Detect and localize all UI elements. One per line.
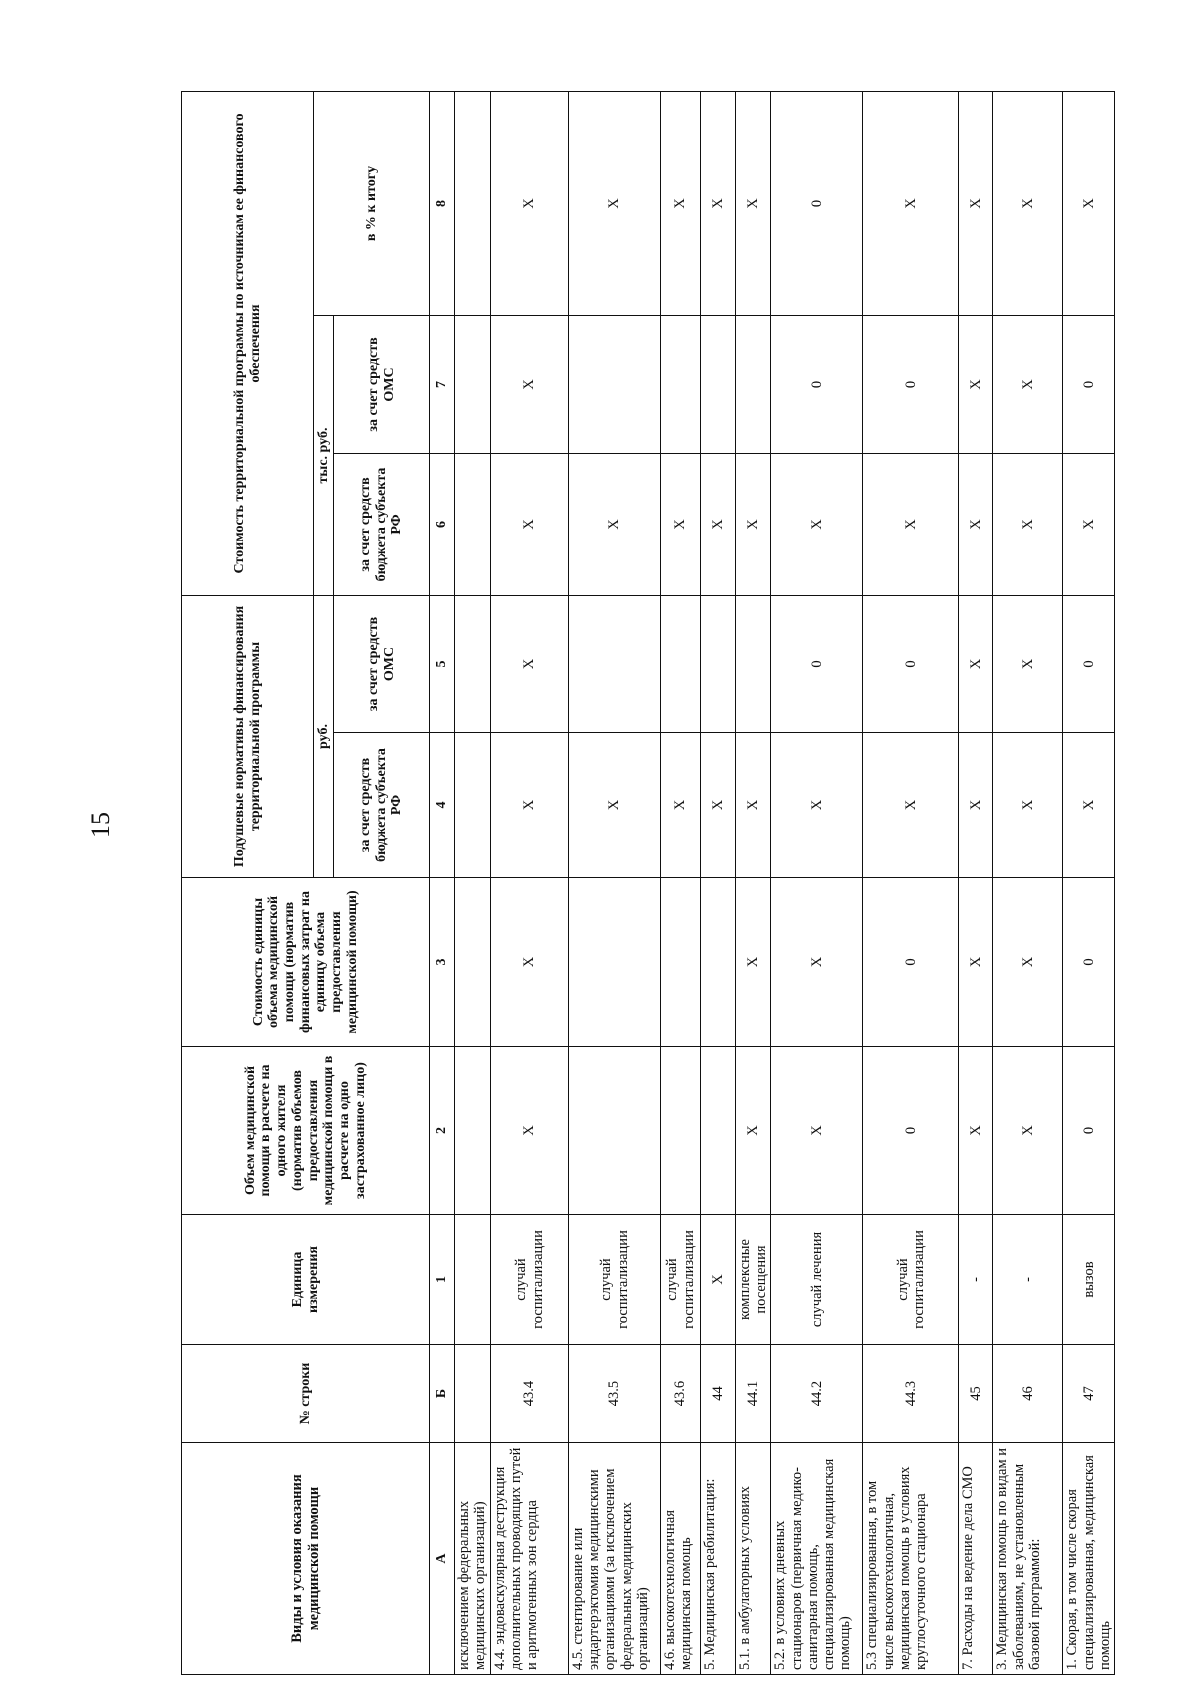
table-cell: Х (863, 92, 959, 316)
table-cell (569, 596, 661, 733)
table-cell: Х (491, 878, 569, 1047)
table-cell: Х (959, 454, 993, 596)
table-cell: 5.3 специализированная, в том числе высокотехнологичная, медицинская помощь в условиях круглосуточного стационара (863, 1443, 959, 1675)
table-cell: Х (736, 878, 771, 1047)
table-cell: Х (959, 316, 993, 454)
table-cell: Х (993, 878, 1063, 1047)
table-cell: 44 (701, 1345, 736, 1443)
rotated-table (181, 92, 1113, 1675)
table-cell: 4.5. стентирование или эндартерэктомия медицинскими организациями (за исключением федеральных медицинских организаций) (569, 1443, 661, 1675)
index-cell: 5 (430, 596, 455, 733)
table-cell: Х (569, 454, 661, 596)
table-cell: 7. Расходы на ведение дела СМО (959, 1443, 993, 1675)
table-cell: 46 (993, 1345, 1063, 1443)
header-group-norm: Подушевые нормативы финансирования территориальной программы (182, 596, 314, 878)
table-row (771, 92, 863, 1675)
table-cell: 3. Медицинская помощь по видам и заболеваниям, не установленным базовой программой: (993, 1443, 1063, 1675)
table-cell (455, 1215, 491, 1345)
table-cell: Х (736, 454, 771, 596)
header-col-1: Единица измерения (182, 1215, 430, 1345)
table-cell: Х (701, 92, 736, 316)
table-cell: Х (1063, 454, 1115, 596)
table-cell: вызов (1063, 1215, 1115, 1345)
table-row (1063, 92, 1115, 1675)
financing-table (181, 91, 1115, 1675)
table-cell: 47 (1063, 1345, 1115, 1443)
table-cell: Х (993, 316, 1063, 454)
table-cell: 0 (1063, 878, 1115, 1047)
table-cell: Х (1063, 92, 1115, 316)
table-cell: Х (491, 316, 569, 454)
table-cell: Х (959, 1047, 993, 1215)
table-cell: 5.2. в условиях дневных стационаров (первичная медико-санитарная помощь, специализированная медицинская помощь) (771, 1443, 863, 1675)
table-cell: Х (993, 92, 1063, 316)
index-cell: 7 (430, 316, 455, 454)
header-col-3: Стоимость единицы объема медицинской помощи (норматив финансовых затрат на единицу объема предоставления медицинской помощи) (182, 878, 430, 1047)
table-cell: 0 (863, 878, 959, 1047)
table-cell (455, 733, 491, 878)
table-cell: 44.2 (771, 1345, 863, 1443)
table-cell: Х (993, 454, 1063, 596)
page-number: 15 (86, 812, 115, 838)
table-cell (661, 1047, 701, 1215)
table-cell: 43.6 (661, 1345, 701, 1443)
table-cell: комплексные посещения (736, 1215, 771, 1345)
table-cell: Х (959, 733, 993, 878)
table-cell: Х (993, 1047, 1063, 1215)
table-cell: Х (491, 92, 569, 316)
table-cell (455, 596, 491, 733)
index-cell: 6 (430, 454, 455, 596)
table-row (863, 92, 959, 1675)
table-cell: 0 (1063, 316, 1115, 454)
table-cell: 0 (863, 1047, 959, 1215)
index-row (430, 92, 455, 1675)
table-cell (701, 316, 736, 454)
table-cell: Х (701, 454, 736, 596)
table-cell (736, 596, 771, 733)
table-cell: случай госпитализации (863, 1215, 959, 1345)
table-cell: Х (661, 92, 701, 316)
table-cell (701, 1047, 736, 1215)
header-col-a: Виды и условия оказания медицинской помощи (182, 1443, 430, 1675)
table-row (701, 92, 736, 1675)
table-cell (455, 316, 491, 454)
table-cell: Х (701, 733, 736, 878)
table-cell: случай госпитализации (491, 1215, 569, 1345)
table-row (661, 92, 701, 1675)
table-cell: Х (491, 733, 569, 878)
table-cell: Х (959, 878, 993, 1047)
table-cell: 0 (863, 316, 959, 454)
table-cell: 0 (771, 92, 863, 316)
table-cell: - (993, 1215, 1063, 1345)
table-cell (455, 454, 491, 596)
table-cell: Х (491, 1047, 569, 1215)
table-cell: Х (736, 733, 771, 878)
table-cell: Х (771, 733, 863, 878)
table-cell (661, 878, 701, 1047)
table-row (736, 92, 771, 1675)
table-cell: Х (771, 878, 863, 1047)
header-col-5: за счет средств ОМС (334, 596, 430, 733)
table-cell: Х (491, 454, 569, 596)
table-cell: Х (863, 454, 959, 596)
table-cell: 0 (863, 596, 959, 733)
table-cell: исключением федеральных медицинских организаций) (455, 1443, 491, 1675)
table-row (569, 92, 661, 1675)
index-cell: 2 (430, 1047, 455, 1215)
table-cell (455, 92, 491, 316)
table-cell: Х (959, 596, 993, 733)
table-cell: случай госпитализации (661, 1215, 701, 1345)
table-cell: 5. Медицинская реабилитация: (701, 1443, 736, 1675)
table-cell: Х (661, 733, 701, 878)
index-cell: 1 (430, 1215, 455, 1345)
table-row (959, 92, 993, 1675)
table-body (455, 92, 1115, 1675)
table-cell: 44.3 (863, 1345, 959, 1443)
table-cell: 4.6. высокотехнологичная медицинская помощь (661, 1443, 701, 1675)
table-cell: 43.4 (491, 1345, 569, 1443)
header-col-b: № строки (182, 1345, 430, 1443)
header-unit-norm: руб. (314, 596, 334, 878)
table-cell: Х (736, 1047, 771, 1215)
index-cell: Б (430, 1345, 455, 1443)
table-cell: 4.4. эндоваскулярная деструкция дополнительных проводящих путей и аритмогенных зон сердца (491, 1443, 569, 1675)
table-cell: 5.1. в амбулаторных условиях (736, 1443, 771, 1675)
table-cell: Х (993, 596, 1063, 733)
table-cell (569, 878, 661, 1047)
table-cell (661, 316, 701, 454)
table-cell (661, 596, 701, 733)
table-cell (736, 316, 771, 454)
header-group-cost: Стоимость территориальной программы по источникам ее финансового обеспечения (182, 92, 314, 596)
table-cell (455, 1047, 491, 1215)
table-cell: - (959, 1215, 993, 1345)
table-cell (701, 596, 736, 733)
table-cell: 44.1 (736, 1345, 771, 1443)
header-unit-cost: тыс. руб. (314, 316, 334, 596)
table-cell: Х (771, 1047, 863, 1215)
header-col-8: в % к итогу (314, 92, 430, 316)
index-cell: 8 (430, 92, 455, 316)
table-cell: случай госпитализации (569, 1215, 661, 1345)
table-row (993, 92, 1063, 1675)
table-container (181, 92, 1113, 1675)
table-cell: 0 (771, 316, 863, 454)
table-cell: Х (959, 92, 993, 316)
table-cell: Х (863, 733, 959, 878)
index-cell: 3 (430, 878, 455, 1047)
table-cell (569, 316, 661, 454)
table-cell: 45 (959, 1345, 993, 1443)
table-cell: 0 (1063, 596, 1115, 733)
table-cell: 1. Скорая, в том числе скорая специализированная, медицинская помощь (1063, 1443, 1115, 1675)
table-cell: Х (661, 454, 701, 596)
header-col-6: за счет средств бюджета субъекта РФ (334, 454, 430, 596)
table-cell: Х (701, 1215, 736, 1345)
table-cell: 0 (771, 596, 863, 733)
table-cell (569, 1047, 661, 1215)
table-cell: Х (736, 92, 771, 316)
table-row (491, 92, 569, 1675)
table-row (455, 92, 491, 1675)
table-cell (455, 878, 491, 1047)
header-col-2: Объем медицинской помощи в расчете на одного жителя (норматив объемов предоставления медицинской помощи в расчете на одно застрахованное лицо) (182, 1047, 430, 1215)
index-cell: 4 (430, 733, 455, 878)
table-cell: Х (569, 733, 661, 878)
table-cell: Х (771, 454, 863, 596)
header-col-7: за счет средств ОМС (334, 316, 430, 454)
table-cell (701, 878, 736, 1047)
table-cell (455, 1345, 491, 1443)
table-cell: Х (491, 596, 569, 733)
table-cell: случай лечения (771, 1215, 863, 1345)
table-cell: 0 (1063, 1047, 1115, 1215)
table-cell: 43.5 (569, 1345, 661, 1443)
table-cell: Х (569, 92, 661, 316)
table-cell: Х (1063, 733, 1115, 878)
index-cell: А (430, 1443, 455, 1675)
header-col-4: за счет средств бюджета субъекта РФ (334, 733, 430, 878)
table-cell: Х (993, 733, 1063, 878)
